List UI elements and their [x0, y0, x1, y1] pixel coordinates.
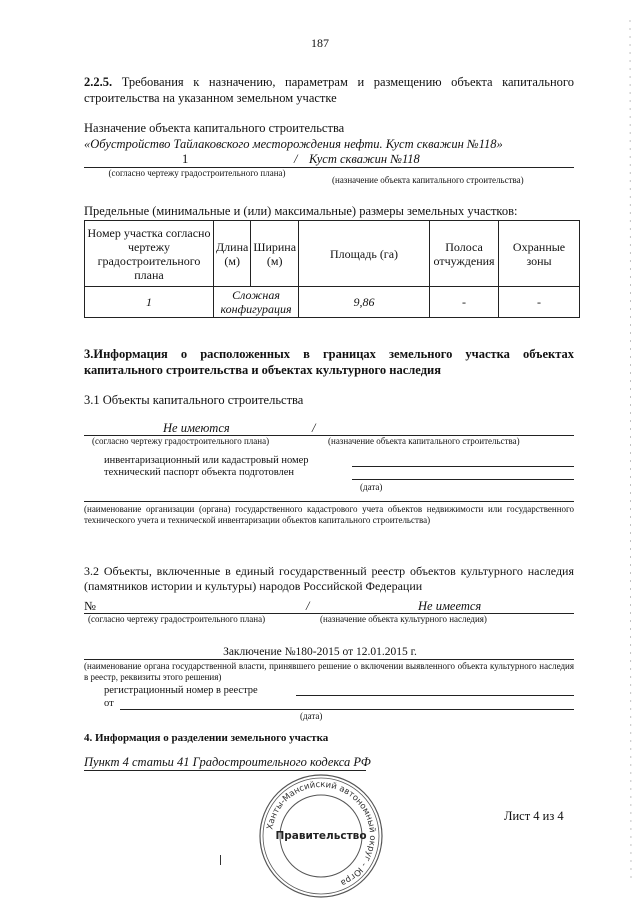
cell-strip: - [430, 287, 499, 318]
section4-underline [84, 770, 366, 771]
heritage-none: Не имеется [418, 599, 482, 613]
section-text: Требования к назначению, параметрам и размещению объекта капитального строительства на указанном земельном участке [84, 75, 574, 105]
reg-from-label: от [104, 698, 114, 709]
inv-number-line [352, 466, 574, 467]
col-length: Длина (м) [214, 221, 251, 287]
seal-center-text: Правительство [275, 830, 367, 842]
table-row [85, 287, 580, 318]
conclusion-line [84, 659, 574, 660]
sheet-number: Лист 4 из 4 [504, 809, 564, 823]
col-strip: Полоса отчуждения [430, 221, 499, 287]
cs-date-label: (дата) [360, 482, 383, 492]
object-name: Куст скважин №118 [309, 152, 420, 166]
cs-slash: / [312, 421, 316, 435]
heritage-no-label: № [84, 599, 96, 613]
col-width: Ширина (м) [251, 221, 299, 287]
plan-slash: / [294, 152, 298, 166]
cell-number: 1 [85, 287, 214, 318]
org-line [84, 501, 574, 502]
reg-date-label: (дата) [300, 711, 323, 721]
col-number: Номер участка согласно чертежу градостроительного плана [85, 221, 214, 287]
caption-plan: (согласно чертежу градостроительного плана) [108, 168, 286, 178]
heritage-slash: / [306, 599, 310, 613]
cs-caption-purpose: (назначение объекта капитального строительства) [328, 436, 520, 446]
conclusion: Заключение №180-2015 от 12.01.2015 г. [223, 646, 417, 658]
cell-area: 9,86 [299, 287, 430, 318]
sizes-title: Предельные (минимальные и (или) максимальные) размеры земельных участков: [84, 204, 518, 218]
purpose-label: Назначение объекта капитального строительства [84, 121, 345, 135]
tech-passport-label: технический паспорт объекта подготовлен [104, 467, 295, 478]
col-area: Площадь (га) [299, 221, 430, 287]
reg-number-line [296, 695, 574, 696]
heritage-caption-purpose: (назначение объекта культурного наследия) [320, 614, 487, 624]
org-caption: (наименование организации (органа) государственного кадастрового учета объектов недвижимости или государственного технического учета и технической инвентаризации объектов капитального строительства) [84, 504, 574, 525]
cell-zones: - [499, 287, 580, 318]
plan-number: 1 [182, 152, 189, 166]
caption-purpose: (назначение объекта капитального строительства) [332, 175, 524, 185]
heritage-caption-plan: (согласно чертежу градостроительного плана) [88, 614, 266, 624]
sizes-table [84, 220, 580, 318]
section31-title: 3.1 Объекты капитального строительства [84, 393, 304, 407]
section4-title: 4. Информация о разделении земельного участка [84, 732, 329, 744]
purpose-value: «Обустройство Тайлаковского месторождения нефти. Куст скважин №118» [84, 137, 503, 151]
passport-line [352, 479, 574, 480]
scan-mark [220, 855, 221, 865]
cs-caption-plan: (согласно чертежу градостроительного плана) [92, 436, 270, 446]
section-2-2-5-heading [84, 74, 574, 106]
cell-config: Сложная конфигурация [214, 287, 299, 318]
official-seal [258, 773, 384, 899]
col-zones: Охранные зоны [499, 221, 580, 287]
reg-date-line [120, 709, 574, 710]
section32-title: 3.2 Объекты, включенные в единый государственный реестр объектов культурного наследия (памятников истории и культуры) народов Российской Федерации [84, 564, 574, 593]
section-number: 2.2.5. [84, 75, 113, 89]
section3-title: 3.Информация о расположенных в границах земельного участка объектах капитального строительства и объектах культурного наследия [84, 347, 574, 377]
cs-none: Не имеются [163, 421, 230, 435]
page-number: 187 [311, 36, 329, 50]
section4-value: Пункт 4 статьи 41 Градостроительного кодекса РФ [84, 755, 371, 769]
seal-ring-text: Ханты-Мансийский автономный округ - Югра [265, 779, 378, 888]
reg-number-label: регистрационный номер в реестре [104, 685, 258, 696]
scan-edge-marks [622, 0, 636, 905]
inv-number-label: инвентаризационный или кадастровый номер [104, 455, 309, 466]
table-header-row [85, 221, 580, 287]
heritage-org-caption: (наименование органа государственной власти, принявшего решение о включении выявленного объекта культурного наследия в реестр, реквизиты этого решения) [84, 661, 574, 682]
